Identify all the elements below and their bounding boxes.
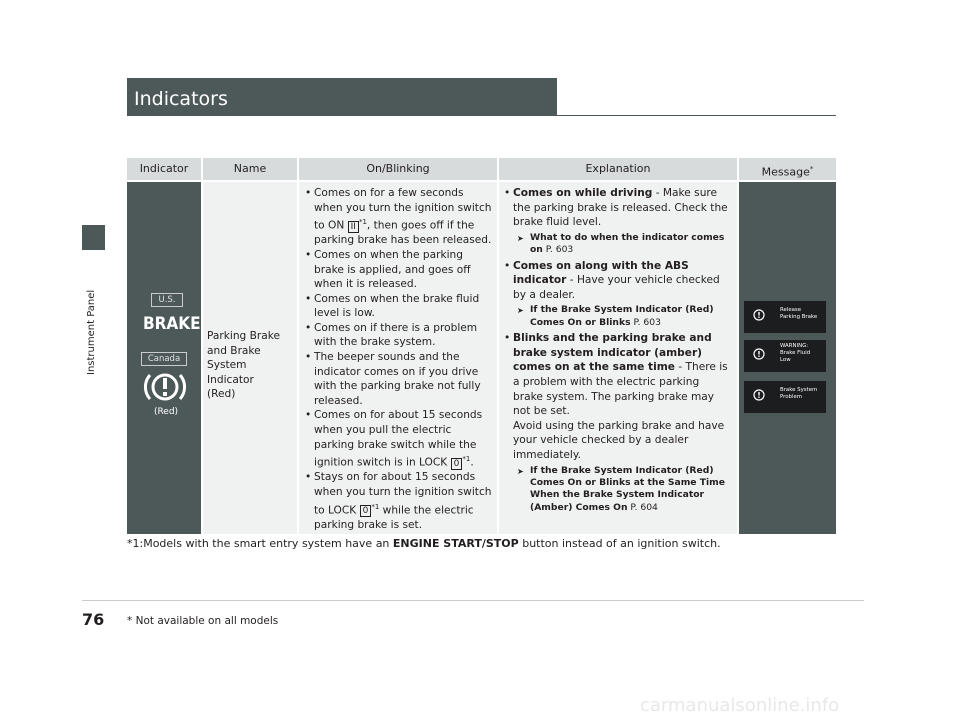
us-badge: U.S. (151, 293, 183, 307)
list-item: • Stays on for about 15 seconds when you turn the ignition switch to LOCK 0 $^{*1}$ while the electric parking brake is set. (305, 470, 493, 532)
list-item: • Blinks and the parking brake and brake system indicator (amber) comes on at the same time - There is a problem with the electric parking brake system. The parking brake may not be set. Avoid using the parking brake and have your vehicle checked by a dealer immediately. ➤ If the Brake System Indicator (Red) Comes On or Blinks at the Same Time When the Brake System Indicator (Amber) Comes On P. 604 (504, 331, 732, 514)
list-item: • Comes on if there is a problem with the brake system. (305, 321, 493, 350)
canada-badge: Canada (141, 352, 187, 366)
availability-note: * Not available on all models (127, 615, 279, 627)
col-header-explanation: Explanation (585, 162, 651, 175)
cross-reference-link[interactable]: ➤ What to do when the indicator comes on P. 603 (517, 231, 725, 256)
list-item: • Comes on while driving - Make sure the parking brake is released. Check the brake fluid level. ➤ What to do when the indicator comes on P. 603 (504, 186, 732, 257)
message-display-release-parking-brake (744, 301, 826, 333)
sidebar-section-label: Instrument Panel (86, 289, 97, 375)
list-item: • The beeper sounds and the indicator comes on if you drive with the parking brake not fully released. (305, 350, 493, 408)
message-display-brake-system-problem (744, 381, 826, 413)
list-item: • Comes on for about 15 seconds when you pull the electric parking brake switch while the ignition switch is in LOCK 0 $^{*1}$. (305, 408, 493, 470)
reference-arrow-icon: ➤ (517, 306, 524, 316)
table-header (127, 158, 836, 180)
brake-warning-icon (141, 367, 189, 407)
indicator-name: Parking Brake and Brake System Indicator (Red) (207, 330, 281, 401)
indicator-color-note: (Red) (153, 407, 179, 417)
brake-icon (752, 308, 766, 326)
on-blinking-list (305, 186, 493, 532)
cross-reference-link[interactable]: ➤ If the Brake System Indicator (Red) Comes On or Blinks P. 603 (517, 304, 714, 328)
message-text: Brake System Problem (780, 387, 818, 400)
message-text: Release Parking Brake (780, 307, 818, 320)
cross-reference-link[interactable]: ➤ If the Brake System Indicator (Red) Comes On or Blinks at the Same Time When the Brake System Indicator (Amber) Comes On P. 604 (517, 464, 725, 513)
footer-divider (82, 600, 864, 601)
list-item: • Comes on when the brake fluid level is low. (305, 292, 493, 321)
sidebar-tab-marker (82, 225, 105, 250)
page-title: Indicators (134, 88, 228, 110)
header-divider (127, 115, 836, 116)
col-header-indicator: Indicator (139, 162, 189, 175)
reference-arrow-icon: ➤ (517, 233, 524, 243)
brake-icon (752, 347, 766, 365)
brake-indicator-icon: BRAKE (143, 314, 201, 334)
list-item: • Comes on when the parking brake is applied, and goes off when it is released. (305, 248, 493, 292)
brake-icon (752, 388, 766, 406)
message-display-brake-fluid-low (744, 340, 826, 372)
list-item: • Comes on for a few seconds when you turn the ignition switch to ON II $^{*1}$, then goes off if the parking brake has been released. (305, 186, 493, 248)
list-item: • Comes on along with the ABS indicator - Have your vehicle checked by a dealer. ➤ If the Brake System Indicator (Red) Comes On or Blinks P. 603 (504, 259, 732, 330)
watermark: carmanualsonline.info (640, 695, 840, 716)
col-header-on-blinking: On/Blinking (366, 162, 430, 175)
explanation-list (504, 186, 732, 516)
col-header-name: Name (233, 162, 267, 175)
message-text: WARNING: Brake Fluid Low (780, 343, 811, 363)
page-number: 76 (82, 610, 105, 629)
reference-arrow-icon: ➤ (517, 466, 524, 476)
col-header-message: Message* (761, 165, 814, 179)
table-footnote: *1:Models with the smart entry system have an ENGINE START/STOP button instead of an ignition switch. (127, 537, 721, 550)
